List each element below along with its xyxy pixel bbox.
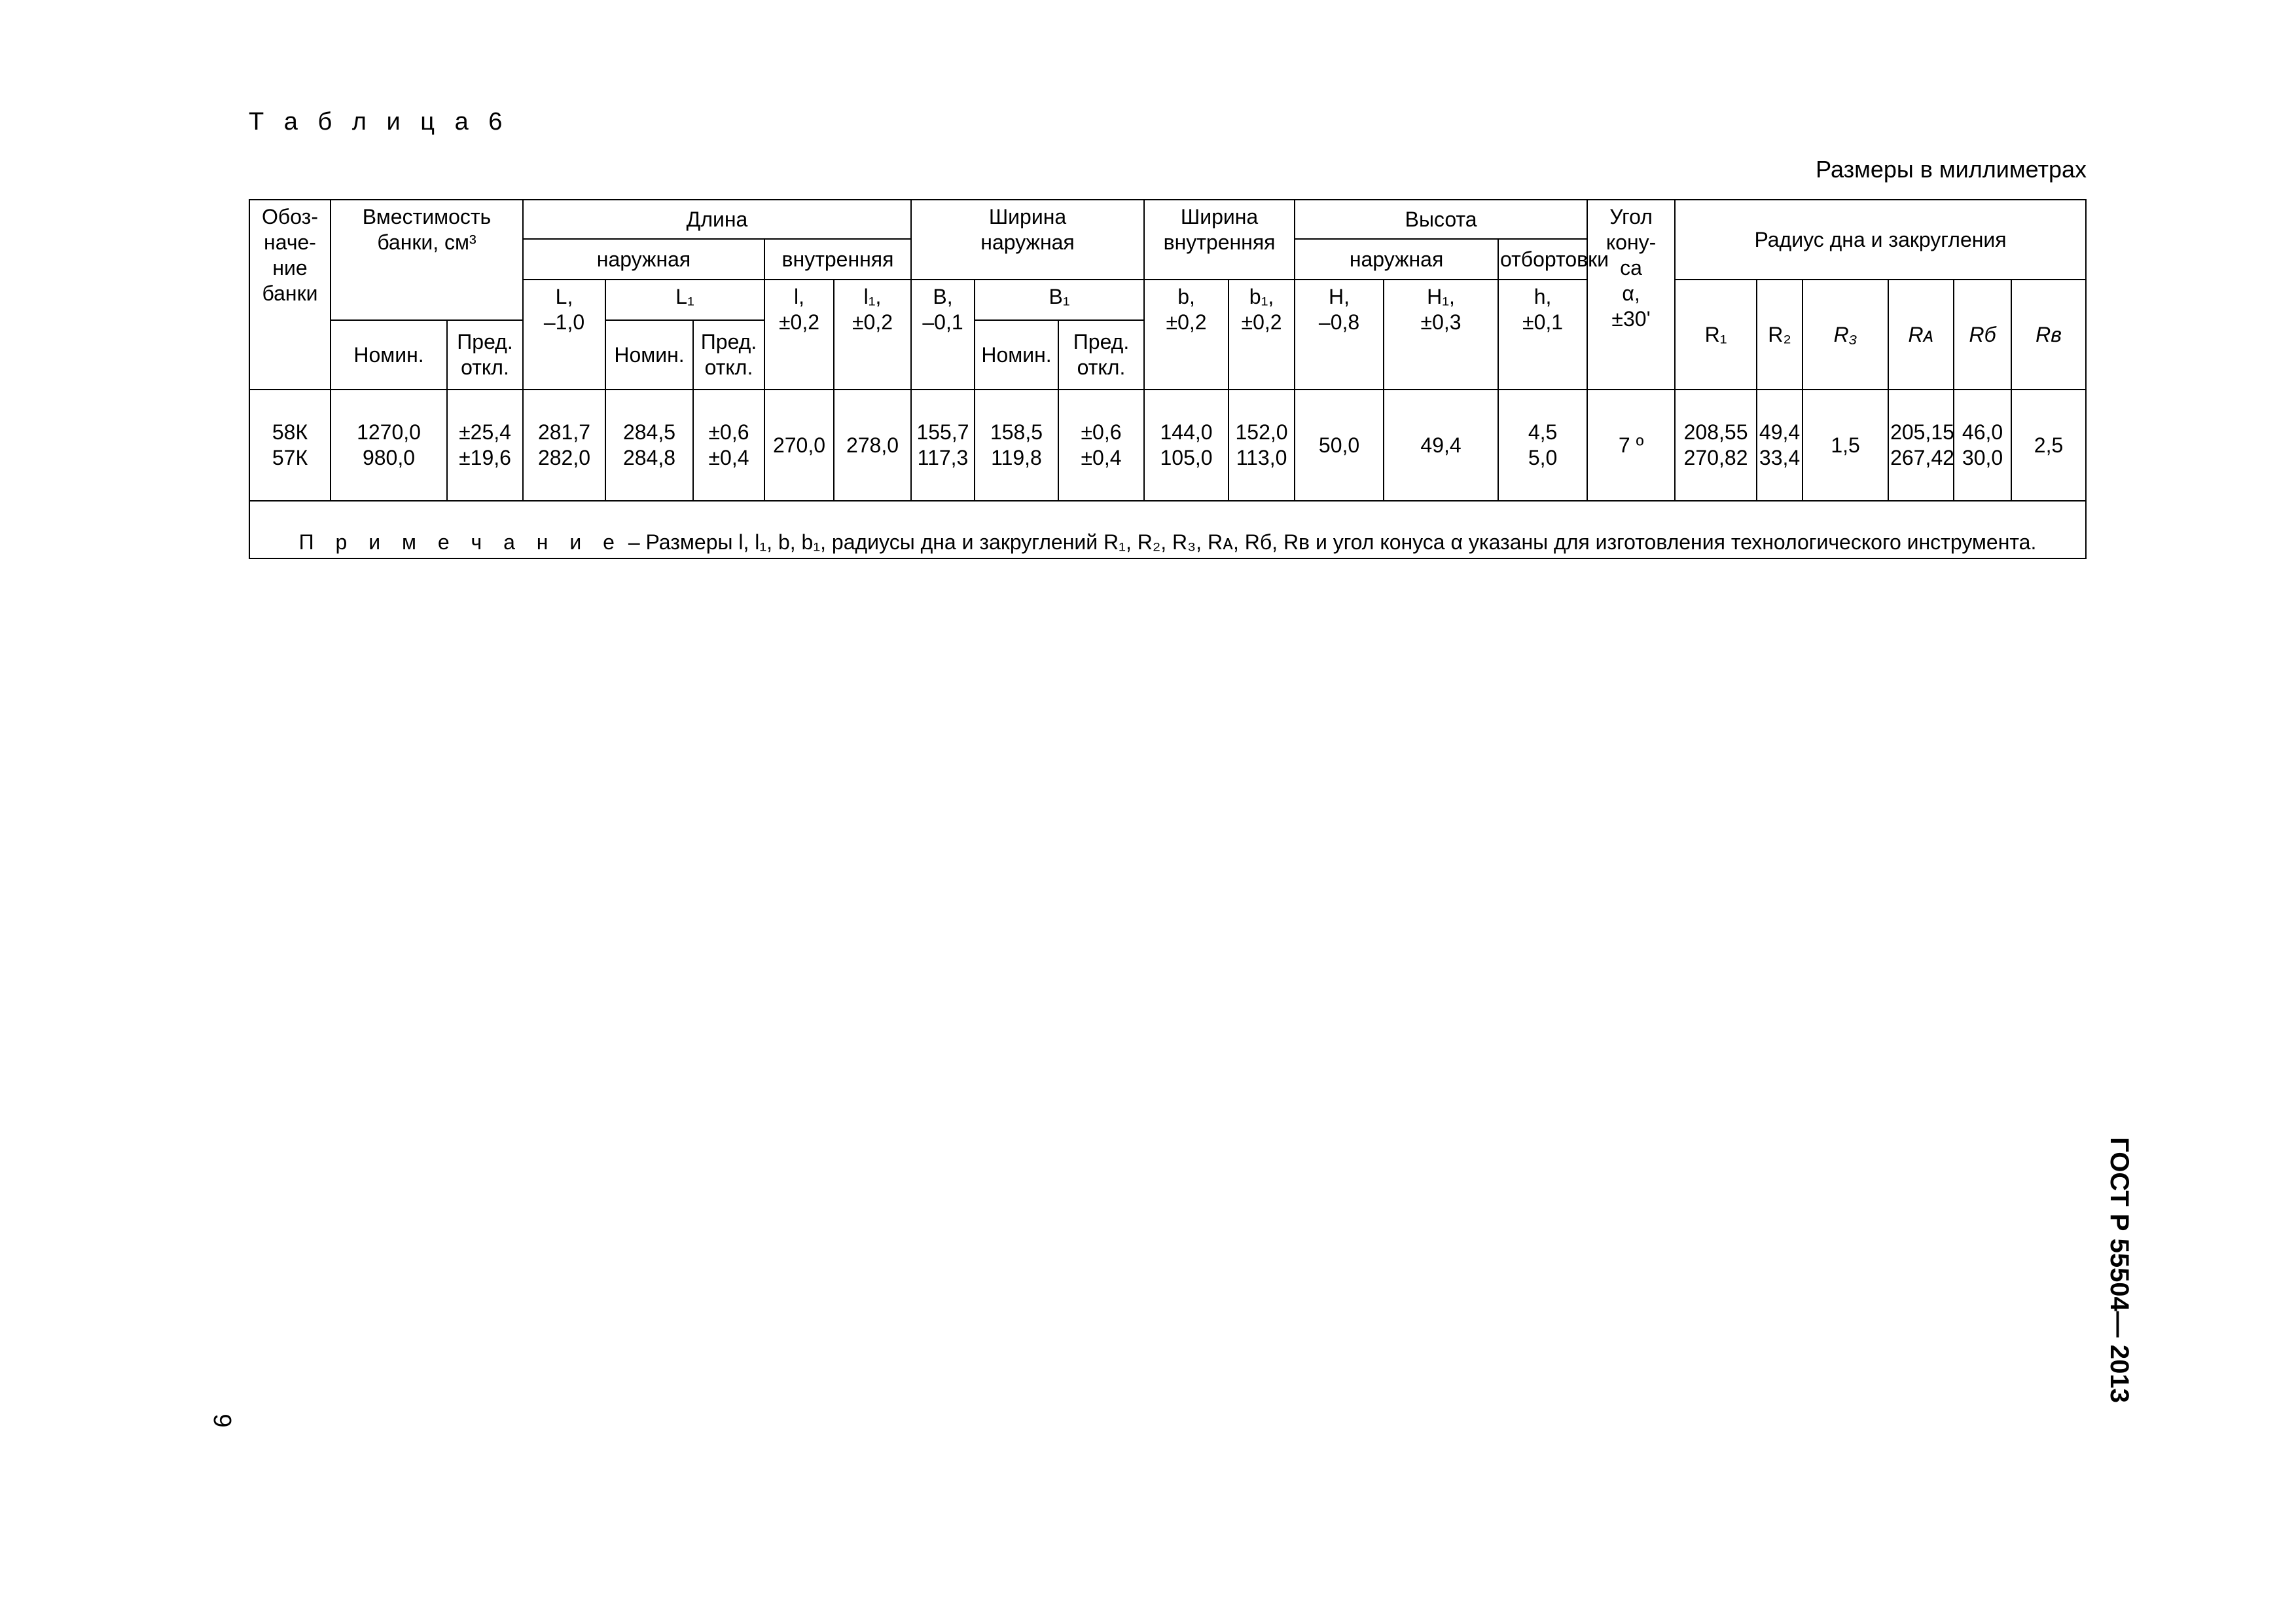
- header-H1: H₁, ±0,3: [1384, 280, 1498, 390]
- cell-RV: 2,5: [2011, 390, 2086, 501]
- cell-L1-tol: ±0,6 ±0,4: [693, 390, 764, 501]
- cell-RB-cyr: 46,0 30,0: [1954, 390, 2011, 501]
- cell-RA: 205,15 267,42: [1888, 390, 1954, 501]
- cell-R3: 1,5: [1803, 390, 1888, 501]
- header-h: h, ±0,1: [1498, 280, 1587, 390]
- header-height-outer: наружная: [1295, 239, 1498, 280]
- header-b1: b₁, ±0,2: [1229, 280, 1295, 390]
- header-width-inner: Ширина внутренняя: [1144, 200, 1295, 280]
- header-H: H, –0,8: [1295, 280, 1384, 390]
- header-L1-tol: Пред. откл.: [693, 320, 764, 390]
- cell-b1: 152,0 113,0: [1229, 390, 1295, 501]
- standard-code: ГОСТ Р 55504— 2013: [2105, 1137, 2134, 1403]
- cell-L: 281,7 282,0: [523, 390, 605, 501]
- cell-h: 4,5 5,0: [1498, 390, 1587, 501]
- header-R3: R₃: [1803, 280, 1888, 390]
- cell-B: 155,7 117,3: [911, 390, 975, 501]
- header-height: Высота: [1295, 200, 1587, 239]
- header-width-outer: Ширина наружная: [911, 200, 1144, 280]
- header-length: Длина: [523, 200, 911, 239]
- cell-capacity-nom: 1270,0 980,0: [331, 390, 447, 501]
- units-note: Размеры в миллиметрах: [1816, 156, 2087, 183]
- header-height-flange: отбортовки: [1498, 239, 1587, 280]
- cell-L1-nom: 284,5 284,8: [605, 390, 693, 501]
- header-L: L, –1,0: [523, 280, 605, 390]
- cell-H1: 49,4: [1384, 390, 1498, 501]
- cell-designation: 58К 57К: [249, 390, 331, 501]
- cell-b: 144,0 105,0: [1144, 390, 1229, 501]
- header-R1: R₁: [1675, 280, 1757, 390]
- header-cone-angle: Угол кону- са α, ±30': [1587, 200, 1675, 390]
- dimensions-table: [249, 199, 2087, 559]
- header-B1-nom: Номин.: [975, 320, 1058, 390]
- header-radius: Радиус дна и закругления: [1675, 200, 2086, 280]
- header-R2: R₂: [1757, 280, 1803, 390]
- header-capacity-tol: Пред. откл.: [447, 320, 523, 390]
- cell-B1-nom: 158,5 119,8: [975, 390, 1058, 501]
- header-l: l, ±0,2: [764, 280, 834, 390]
- cell-l: 270,0: [764, 390, 834, 501]
- cell-l1: 278,0: [834, 390, 911, 501]
- table-caption: Т а б л и ц а 6: [249, 108, 509, 136]
- header-RA: Rᴀ: [1888, 280, 1954, 390]
- header-capacity: Вместимость банки, см³: [331, 200, 523, 320]
- cell-R1: 208,55 270,82: [1675, 390, 1757, 501]
- header-l1: l₁, ±0,2: [834, 280, 911, 390]
- table-row: [249, 390, 2086, 501]
- header-L1: L₁: [605, 280, 764, 320]
- header-length-outer: наружная: [523, 239, 764, 280]
- header-L1-nom: Номин.: [605, 320, 693, 390]
- header-B1-tol: Пред. откл.: [1058, 320, 1144, 390]
- header-capacity-nom: Номин.: [331, 320, 447, 390]
- header-designation: Обоз- наче- ние банки: [249, 200, 331, 390]
- table-note: [249, 501, 2086, 558]
- note-text: – Размеры l, l₁, b, b₁, радиусы дна и закруглений R₁, R₂, R₃, Rᴀ, Rб, Rв и угол конуса α указаны для изготовления технологического инструмента.: [622, 530, 2037, 554]
- cell-H: 50,0: [1295, 390, 1384, 501]
- cell-R2: 49,4 33,4: [1757, 390, 1803, 501]
- page-number: 9: [208, 1413, 236, 1428]
- note-label: П р и м е ч а н и е: [298, 530, 622, 554]
- header-length-inner: внутренняя: [764, 239, 911, 280]
- cell-capacity-tol: ±25,4 ±19,6: [447, 390, 523, 501]
- cell-B1-tol: ±0,6 ±0,4: [1058, 390, 1144, 501]
- header-RB-cyr: Rб: [1954, 280, 2011, 390]
- cell-alpha: 7 º: [1587, 390, 1675, 501]
- header-B: B, –0,1: [911, 280, 975, 390]
- header-b: b, ±0,2: [1144, 280, 1229, 390]
- header-RV: Rв: [2011, 280, 2086, 390]
- header-B1: B₁: [975, 280, 1144, 320]
